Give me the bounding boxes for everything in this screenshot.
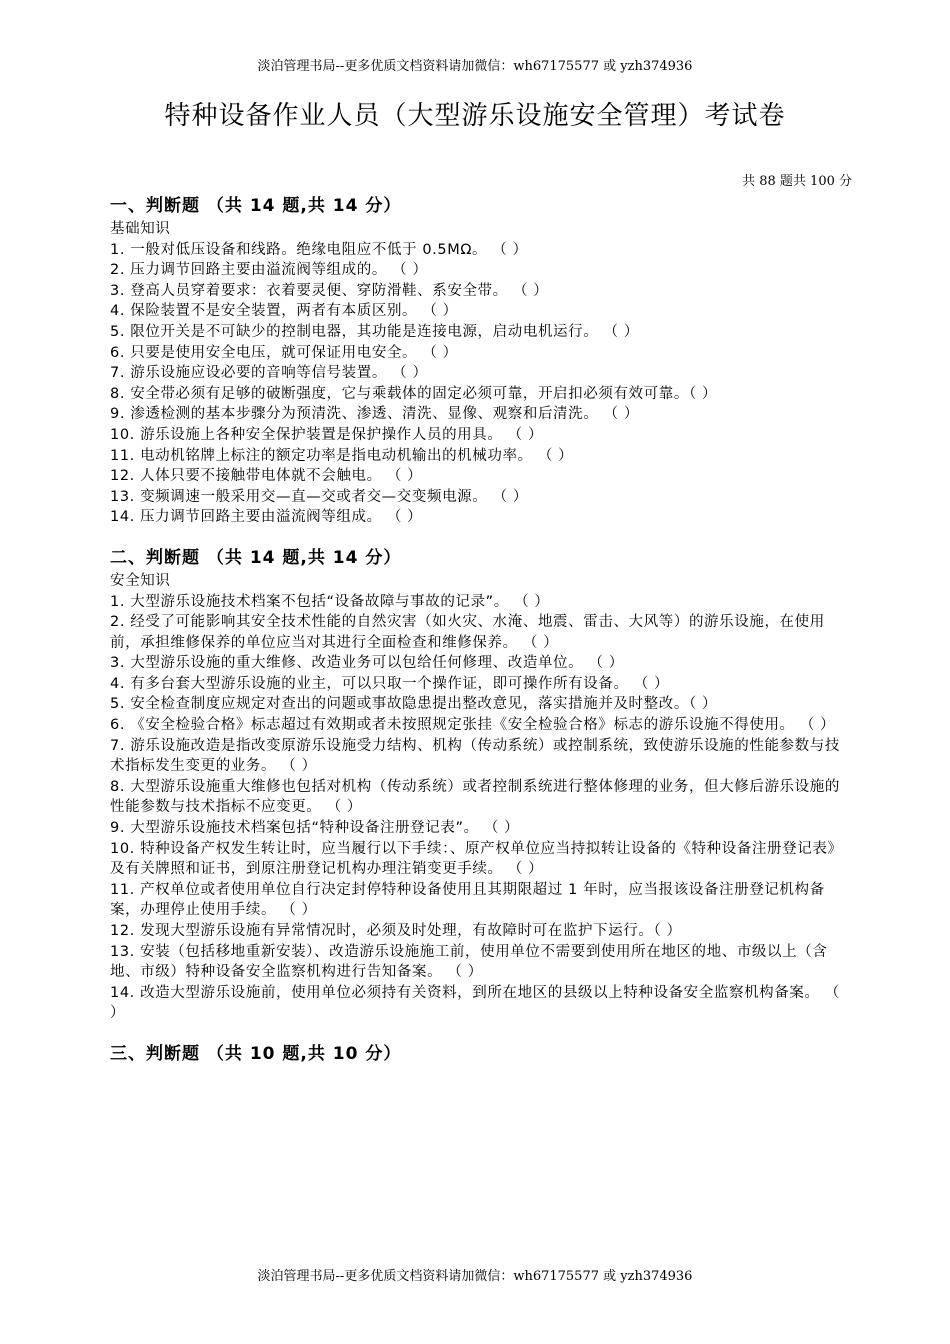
question-item: 13. 变频调速一般采用交—直—交或者交—交变频电源。 （ ） <box>110 488 528 505</box>
question-item: 9. 大型游乐设施技术档案包括“特种设备注册登记表”。 （ ） <box>110 820 520 837</box>
section-3 <box>110 1042 852 1067</box>
section-title: 一、判断题 （共 14 题,共 14 分） <box>110 196 402 216</box>
question-item: 9. 渗透检测的基本步骤分为预清洗、渗透、清洗、显像、观察和后清洗。 （ ） <box>110 406 639 423</box>
section-subtitle: 基础知识 <box>110 221 171 237</box>
question-item: 12. 人体只要不接触带电体就不会触电。 （ ） <box>110 468 423 485</box>
question-item: 3. 登高人员穿着要求：衣着要灵便、穿防滑鞋、系安全带。 （ ） <box>110 282 549 299</box>
question-item: 14. 改造大型游乐设施前，使用单位必须持有关资料，到所在地区的县级以上特种设备安全监察机构备案。 （ ） <box>110 984 840 1022</box>
question-item: 3. 大型游乐设施的重大维修、改造业务可以包给任何修理、改造单位。 （ ） <box>110 655 624 672</box>
question-item: 4. 有多台套大型游乐设施的业主，可以只取一个操作证，即可操作所有设备。 （ ） <box>110 675 670 692</box>
section-1 <box>110 194 852 528</box>
section-2 <box>110 546 852 1024</box>
question-item: 11. 电动机铭牌上标注的额定功率是指电动机输出的机械功率。 （ ） <box>110 447 574 464</box>
question-item: 1. 一般对低压设备和线路。绝缘电阻应不低于 0.5MΩ。 （ ） <box>110 241 528 258</box>
question-item: 2. 压力调节回路主要由溢流阀等组成的。 （ ） <box>110 262 428 279</box>
question-item: 6. 只要是使用安全电压，就可保证用电安全。 （ ） <box>110 344 458 361</box>
question-item: 8. 安全带必须有足够的破断强度，它与乘载体的固定必须可靠，开启扣必须有效可靠。（ ） <box>110 385 718 402</box>
question-item: 8. 大型游乐设施重大维修也包括对机构（传动系统）或者控制系统进行整体修理的业务，但大修后游乐设施的性能参数与技术指标不应变更。 （ ） <box>110 778 840 816</box>
question-item: 10. 游乐设施上各种安全保护装置是保护操作人员的用具。 （ ） <box>110 426 544 443</box>
question-item: 11. 产权单位或者使用单位自行决定封停特种设备使用且其期限超过 1 年时，应当报该设备注册登记机构备案，办理停止使用手续。 （ ） <box>110 881 825 919</box>
section-subtitle: 安全知识 <box>110 572 171 589</box>
question-item: 7. 游乐设施应设必要的音响等信号装置。 （ ） <box>110 365 428 382</box>
question-item: 14. 压力调节回路主要由溢流阀等组成。 （ ） <box>110 509 423 526</box>
question-item: 1. 大型游乐设施技术档案不包括“设备故障与事故的记录”。 （ ） <box>110 593 550 610</box>
question-item: 2. 经受了可能影响其安全技术性能的自然灾害（如火灾、水淹、地震、雷击、大风等）的游乐设施，在使用前，承担维修保养的单位应当对其进行全面检查和维修保养。 （ ） <box>110 614 825 651</box>
question-item: 6. 《安全检验合格》标志超过有效期或者未按照规定张挂《安全检验合格》标志的游乐设施不得使用。 （ ） <box>110 717 836 734</box>
question-item: 4. 保险装置不是安全装置，两者有本质区别。 （ ） <box>110 303 458 320</box>
question-item: 13. 安装（包括移地重新安装）、改造游乐设施施工前，使用单位不需要到使用所在地区的地、市级以上（含地、市级）特种设备安全监察机构进行告知备案。 （ ） <box>110 943 828 981</box>
question-item: 5. 限位开关是不可缺少的控制电器，其功能是连接电源，启动电机运行。 （ ） <box>110 323 639 340</box>
exam-summary: 共 88 题共 100 分 <box>742 174 852 189</box>
question-item: 7. 游乐设施改造是指改变原游乐设施受力结构、机构（传动系统）或控制系统，致使游乐设施的性能参数与技术指标发生变更的业务。 （ ） <box>110 737 840 775</box>
question-item: 12. 发现大型游乐设施有异常情况时，必须及时处理，有故障时可在监护下运行。（ ） <box>110 923 682 939</box>
page-title: 特种设备作业人员（大型游乐设施安全管理）考试卷 <box>164 101 786 131</box>
header-note: 淡泊管理书局--更多优质文档资料请加微信：wh67175577 或 yzh374936 <box>257 59 693 74</box>
exam-content <box>110 194 852 1067</box>
section-title: 二、判断题 （共 14 题,共 14 分） <box>110 547 402 568</box>
footer-note: 淡泊管理书局--更多优质文档资料请加微信：wh67175577 或 yzh374936 <box>257 1269 693 1284</box>
question-item: 5. 安全检查制度应规定对查出的问题或事故隐患提出整改意见，落实措施并及时整改。（ ） <box>110 696 718 713</box>
section-title: 三、判断题 （共 10 题,共 10 分） <box>110 1043 402 1064</box>
question-item: 10. 特种设备产权发生转让时，应当履行以下手续：、原产权单位应当持拟转让设备的《特种设备注册登记表》及有关牌照和证书，到原注册登记机构办理注销变更手续。 （ ） <box>110 840 843 878</box>
